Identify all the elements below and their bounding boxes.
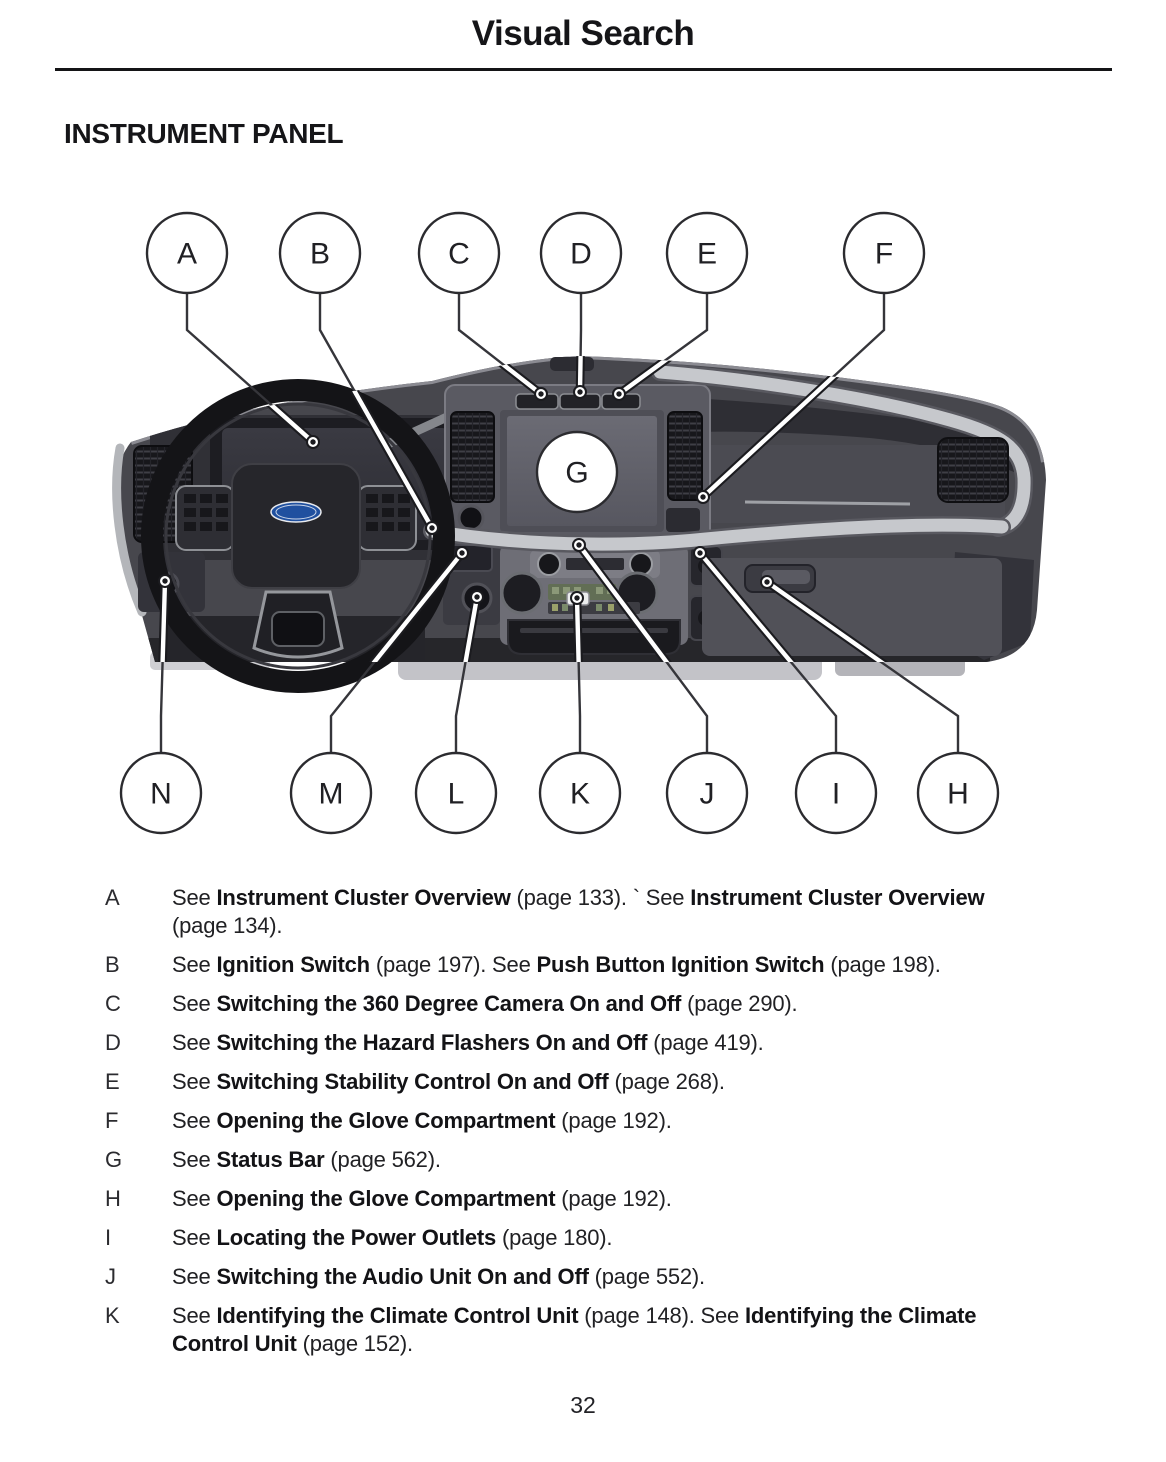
callout-B xyxy=(280,213,360,293)
dash-top-sensor xyxy=(550,357,594,371)
legend-letter: D xyxy=(105,1030,121,1055)
legend-letter: B xyxy=(105,952,120,977)
callout-label-C: C xyxy=(448,237,470,271)
right-air-vent xyxy=(938,438,1008,502)
legend-item-H xyxy=(105,1185,1080,1213)
legend-reference-text: See Switching the 360 Degree Camera On and Off (page 290). xyxy=(172,991,798,1016)
legend-letter: K xyxy=(105,1303,120,1328)
legend-reference-text: See Instrument Cluster Overview (page 133). ` See Instrument Cluster Overview (page 134). xyxy=(172,885,985,938)
callout-K xyxy=(540,753,620,833)
legend-item-F xyxy=(105,1107,1080,1135)
climate-knob-left xyxy=(502,573,542,613)
legend-item-J xyxy=(105,1263,1080,1291)
legend xyxy=(105,884,1080,1369)
legend-letter: A xyxy=(105,885,120,910)
callout-label-F: F xyxy=(874,237,894,271)
legend-letter: G xyxy=(105,1147,123,1172)
callout-D xyxy=(541,213,621,293)
callout-C xyxy=(419,213,499,293)
legend-reference-text: See Opening the Glove Compartment (page 192). xyxy=(172,1108,672,1133)
callout-label-D: D xyxy=(570,237,592,271)
legend-letter: C xyxy=(105,991,121,1016)
legend-item-I xyxy=(105,1224,1080,1252)
callout-label-L: L xyxy=(447,777,465,811)
legend-item-B xyxy=(105,951,1080,979)
legend-letter: E xyxy=(105,1069,120,1094)
legend-letter: H xyxy=(105,1186,121,1211)
callout-label-G: G xyxy=(565,456,589,490)
legend-reference-text: See Switching Stability Control On and Off (page 268). xyxy=(172,1069,725,1094)
legend-item-K xyxy=(105,1302,1080,1358)
legend-reference-text: See Ignition Switch (page 197). See Push Button Ignition Switch (page 198). xyxy=(172,952,941,977)
callout-N xyxy=(121,753,201,833)
callout-label-B: B xyxy=(309,237,331,271)
legend-reference-text: See Switching the Hazard Flashers On and Off (page 419). xyxy=(172,1030,764,1055)
dashboard-illustration xyxy=(0,190,1166,845)
callout-I xyxy=(796,753,876,833)
callout-E xyxy=(667,213,747,293)
legend-item-A xyxy=(105,884,1080,940)
legend-reference-text: See Locating the Power Outlets (page 180). xyxy=(172,1225,613,1250)
stack-right-vent xyxy=(668,412,702,500)
title-divider xyxy=(55,68,1112,71)
callout-label-J: J xyxy=(699,777,715,811)
callout-H xyxy=(918,753,998,833)
page-title: Visual Search xyxy=(471,14,695,53)
callout-label-A: A xyxy=(176,237,198,271)
instrument-panel-diagram xyxy=(0,190,1166,845)
stack-left-vent xyxy=(451,412,494,502)
callout-label-N: N xyxy=(150,777,172,811)
callout-A xyxy=(147,213,227,293)
legend-reference-text: See Status Bar (page 562). xyxy=(172,1147,441,1172)
legend-letter: I xyxy=(105,1225,112,1250)
callout-label-I: I xyxy=(831,777,841,811)
legend-item-G xyxy=(105,1146,1080,1174)
callout-J xyxy=(667,753,747,833)
callout-label-M: M xyxy=(318,777,344,811)
section-heading: INSTRUMENT PANEL xyxy=(64,118,344,149)
legend-reference-text: See Identifying the Climate Control Unit (page 148). See Identifying the Climate Control Unit (page 152). xyxy=(172,1303,977,1356)
legend-letter: J xyxy=(105,1264,116,1289)
callout-F xyxy=(844,213,924,293)
callout-label-E: E xyxy=(696,237,718,271)
callout-label-H: H xyxy=(947,777,969,811)
upper-glove-seam xyxy=(745,502,910,504)
callout-label-K: K xyxy=(569,777,591,811)
wheel-hub xyxy=(232,464,360,588)
legend-letter: F xyxy=(105,1108,119,1133)
legend-reference-text: See Switching the Audio Unit On and Off (page 552). xyxy=(172,1264,705,1289)
callout-L xyxy=(416,753,496,833)
callout-M xyxy=(291,753,371,833)
legend-reference-text: See Opening the Glove Compartment (page 192). xyxy=(172,1186,672,1211)
callout-G xyxy=(537,432,617,512)
page-number: 32 xyxy=(570,1392,596,1418)
volume-knob xyxy=(459,506,483,530)
legend-item-E xyxy=(105,1068,1080,1096)
legend-item-D xyxy=(105,1029,1080,1057)
legend-item-C xyxy=(105,990,1080,1018)
